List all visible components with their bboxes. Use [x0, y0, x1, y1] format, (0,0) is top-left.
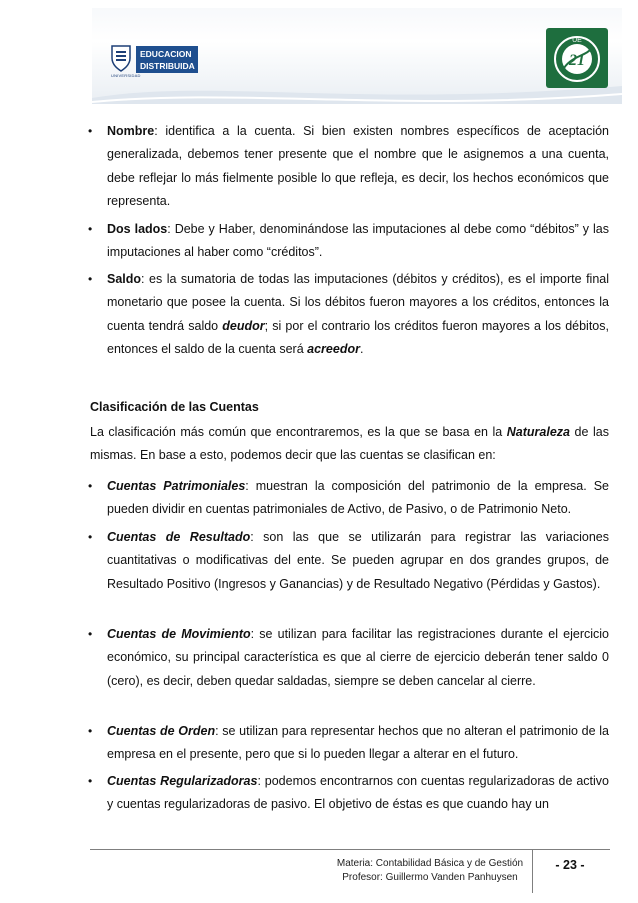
list-item-text: final monetario que posee la cuenta. Si los débitos fueron mayores a los créditos,: [107, 272, 609, 310]
intro-text: La clasificación más común que encontraremos, es la que se basa en la: [90, 425, 507, 439]
list-item-text: que representa.: [107, 170, 609, 209]
logo-text-distribuida: DISTRIBUIDA: [140, 61, 195, 71]
university-caption: UNIVERSIDAD: [111, 73, 141, 78]
bullet-marker: •: [88, 724, 93, 738]
bullet-marker: •: [88, 479, 93, 493]
list-item-text: cuantitativas o modificativas del ente. Se pueden agrupar en dos grandes grupos, de: [107, 553, 609, 568]
bullet-marker: •: [88, 124, 93, 138]
list-item-text: Resultado Positivo (Ingresos y Ganancias) y de Resultado Negativo (Pérdidas y: [107, 576, 550, 591]
list-item-cuentas-patrimoniales: [107, 475, 609, 522]
list-item-text: .: [359, 342, 364, 357]
list-item-text: tener saldo 0 (cero), es decir, deben quedar saldadas, siempre se deben cancelar al: [107, 650, 609, 688]
list-item-text: : se utilizan para facilitar las registraciones durante el: [250, 627, 558, 641]
section-intro: [90, 421, 609, 468]
term-deudor: deudor: [222, 318, 265, 333]
educacion-distribuida-logo: [110, 44, 198, 80]
footer-professor: Profesor: Guillermo Vanden Panhuysen: [342, 872, 518, 883]
list-item-cuentas-de-orden: [107, 720, 609, 767]
educacion-distribuida-box: [136, 46, 198, 73]
list-item-nombre: [107, 120, 609, 214]
list-item-cuentas-de-movimiento: [107, 623, 609, 693]
list-item-cuentas-de-resultado: [107, 526, 609, 596]
list-item-text: las imputaciones al haber como “créditos”.: [107, 222, 609, 260]
term-naturaleza: Naturaleza: [506, 425, 571, 439]
intro-text: de: [570, 425, 589, 439]
bullet-marker: •: [88, 627, 93, 641]
footer-vertical-divider: [532, 849, 533, 893]
bullet-marker: •: [88, 222, 93, 236]
term-cuentas-de-orden: Cuentas de Orden: [107, 724, 216, 738]
list-item-cuentas-regularizadoras: [107, 770, 609, 817]
list-item-text: pueden dividir en cuentas patrimoniales de Activo, de Pasivo, o de Patrimonio Neto.: [107, 502, 572, 517]
term-cuentas-patrimoniales: Cuentas Patrimoniales: [107, 479, 246, 493]
term-cuentas-regularizadoras: Cuentas Regularizadoras: [107, 774, 258, 788]
intro-text: las mismas. En base a esto, podemos decir que las cuentas se clasifican en:: [90, 425, 609, 463]
ue21-emblem-icon: [546, 28, 608, 88]
term-cuentas-de-movimiento: Cuentas de Movimiento: [107, 627, 251, 641]
list-item-text: Gastos).: [553, 576, 601, 591]
term-cuentas-de-resultado: Cuentas de Resultado: [107, 530, 251, 544]
page-number: - 23 -: [555, 858, 585, 872]
section-heading: Clasificación de las Cuentas: [90, 400, 259, 414]
list-item-text: : Debe y Haber, denominándose las imputaciones al debe como “débitos” y: [167, 222, 590, 236]
list-item-saldo: [107, 268, 609, 362]
logo-text-educacion: EDUCACION: [140, 49, 192, 59]
list-item-text: debe reflejar lo más fielmente posible lo que refleja, es decir, los hechos económicos: [107, 170, 585, 185]
list-item-text: : podemos encontrarnos con cuentas regularizadoras de: [257, 774, 573, 788]
ue21-number-text: 21: [569, 52, 585, 69]
ue21-top-text: UE: [572, 37, 582, 44]
list-item-text: activo y cuentas regularizadoras de pasivo. El objetivo de éstas es que cuando hay un: [107, 774, 609, 812]
list-item-text: generalizada, debemos tener presente que el nombre que le asignemos a una cuenta,: [107, 147, 609, 162]
list-item-text: : se utilizan para representar hechos que no alteran el patrimonio: [215, 724, 578, 738]
list-item-text: : muestran la composición del patrimonio de la empresa. Se: [245, 479, 609, 493]
list-item-dos-lados: [107, 218, 609, 265]
university-shield-icon: [110, 44, 132, 72]
term-nombre: Nombre: [107, 124, 155, 138]
list-item-text: : son las que se utilizarán para registrar las variaciones: [250, 530, 610, 544]
bullet-marker: •: [88, 530, 93, 544]
bullet-marker: •: [88, 774, 93, 788]
bullet-marker: •: [88, 272, 93, 286]
term-saldo: Saldo: [107, 272, 142, 286]
list-item-text: ; si por el contrario los créditos fueron mayores: [264, 318, 530, 333]
list-item-text: de la empresa en el presente, pero que si lo pueden llegar a alterar en el futuro.: [107, 724, 609, 762]
list-item-text: entonces la cuenta tendrá saldo: [107, 295, 609, 333]
footer-subject: Materia: Contabilidad Básica y de Gestión: [336, 858, 524, 869]
list-item-text: : es la sumatoria de todas las imputaciones (débitos y créditos), es el importe: [141, 272, 582, 286]
term-acreedor: acreedor: [307, 342, 360, 357]
list-item-text: a los débitos, entonces el saldo de la cuenta será: [107, 318, 609, 357]
term-dos-lados: Dos lados: [107, 222, 168, 236]
ue21-logo: [546, 28, 608, 88]
list-item-text: ejercicio económico, su principal característica es que al cierre de ejercicio deberán: [107, 627, 609, 665]
list-item-text: cierre.: [501, 673, 536, 688]
list-item-text: : identifica a la cuenta. Si bien existen nombres específicos de aceptación: [154, 124, 609, 138]
